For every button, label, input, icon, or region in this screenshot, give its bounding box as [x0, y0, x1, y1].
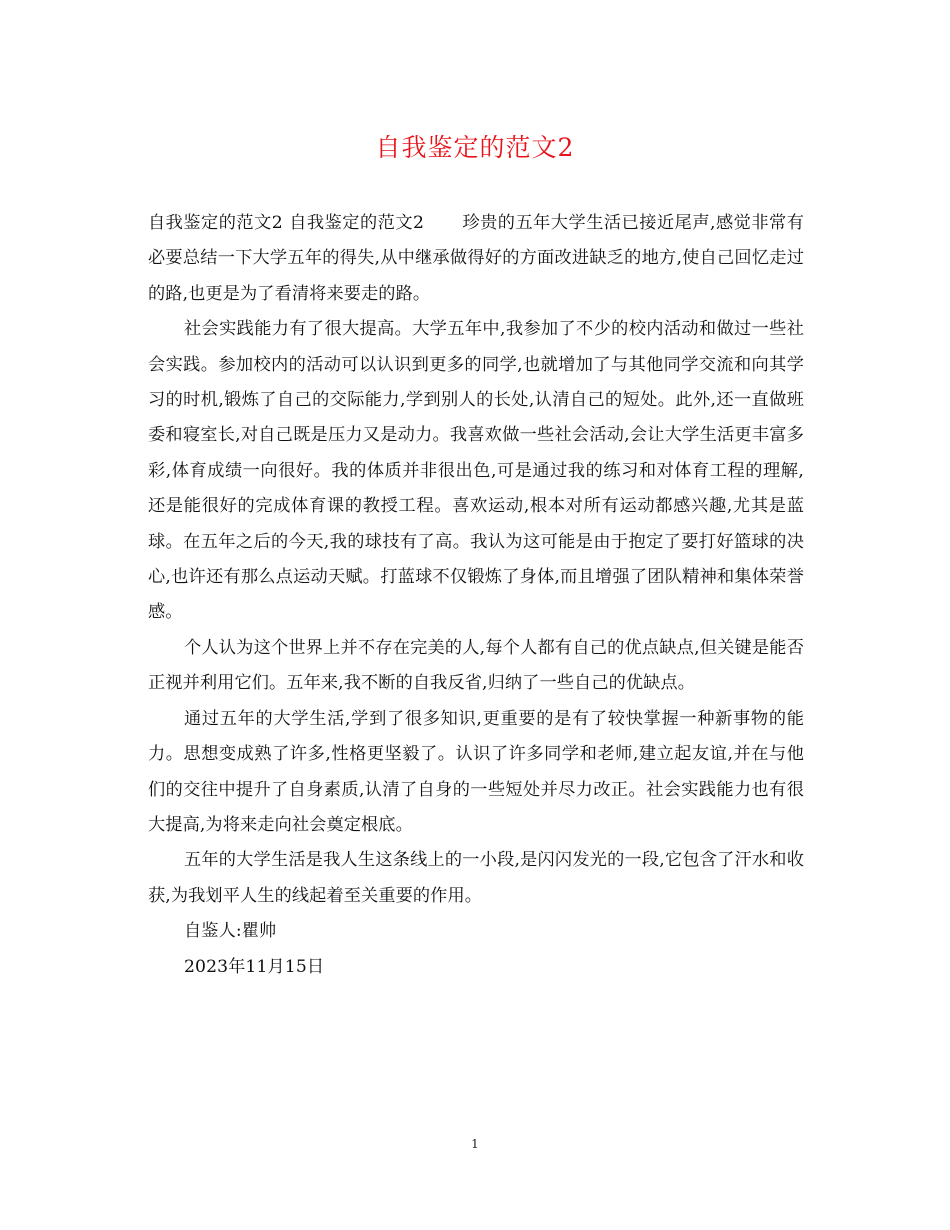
lead-paragraph: [148, 206, 804, 312]
paragraph-social-practice: 社会实践能力有了很大提高。大学五年中,我参加了不少的校内活动和做过一些社会实践。参加校内的活动可以认识到更多的同学,也就增加了与其他同学交流和向其学习的时机,锻炼了自己的交际能力,学到别人的长处,认清自己的短处。此外,还一直做班委和寝室长,对自己既是压力又是动力。我喜欢做一些社会活动,会让大学生活更丰富多彩,体育成绩一向很好。我的体质并非很出色,可是通过我的练习和对体育工程的理解,还是能很好的完成体育课的教授工程。喜欢运动,根本对所有运动都感兴趣,尤其是蓝球。在五年之后的今天,我的球技有了高。我认为这可能是由于抱定了要打好篮球的决心,也许还有那么点运动天赋。打蓝球不仅锻炼了身体,而且增强了团队精神和集体荣誉感。: [148, 319, 804, 623]
date: 2023年11月15日: [184, 956, 325, 977]
lead-heading-a: 自我鉴定的范文2: [148, 213, 283, 233]
paragraph-self-reflection: 个人认为这个世界上并不存在完美的人,每个人都有自己的优点缺点,但关键是能否正视并利用它们。五年来,我不断的自我反省,归纳了一些自己的优缺点。: [148, 637, 804, 694]
page-number: 1: [471, 1137, 479, 1151]
document-body: [148, 206, 804, 985]
document-title: 自我鉴定的范文2: [375, 133, 575, 162]
signature: 自鉴人:瞿帅: [184, 921, 277, 942]
paragraph-conclusion: 五年的大学生活是我人生这条线上的一小段,是闪闪发光的一段,它包含了汗水和收获,为我划平人生的线起着至关重要的作用。: [148, 850, 804, 906]
lead-text: 珍贵的五年大学生活已接近尾声,感觉非常有必要总结一下大学五年的得失,从中继承做得好的方面改进缺乏的地方,使自己回忆走过的路,也更是为了看清将来要走的路。: [148, 213, 804, 304]
lead-heading-b: 自我鉴定的范文2: [288, 213, 425, 233]
paragraph-growth: 通过五年的大学生活,学到了很多知识,更重要的是有了较快掌握一种新事物的能力。思想变成熟了许多,性格更坚毅了。认识了许多同学和老师,建立起友谊,并在与他们的交往中提升了自身素质,认清了自身的一些短处并尽力改正。社会实践能力也有很大提高,为将来走向社会奠定根底。: [148, 708, 804, 835]
